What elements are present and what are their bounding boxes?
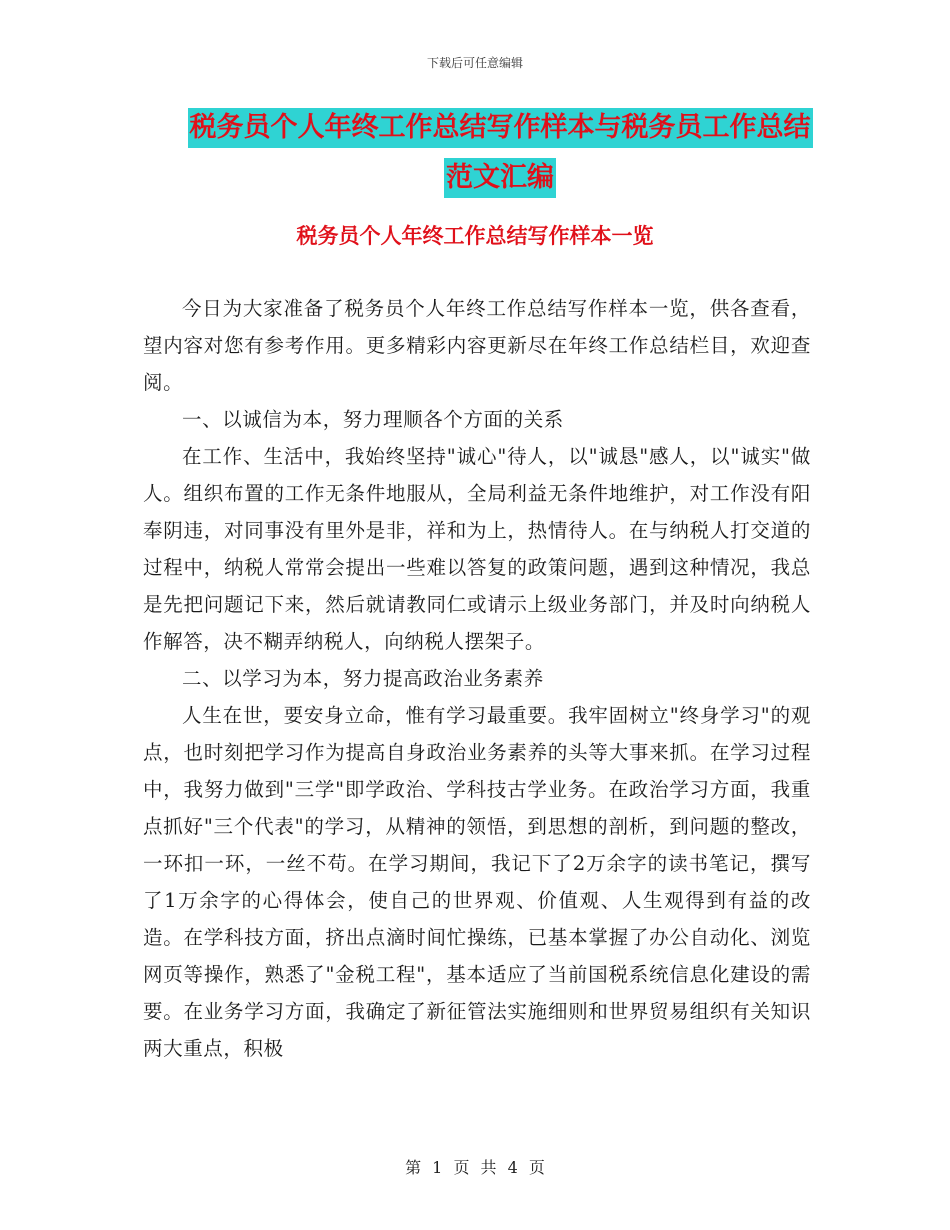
title-line-2: 范文汇编 <box>444 158 556 198</box>
paragraph-section-2: 人生在世，要安身立命，惟有学习最重要。我牢固树立"终身学习"的观点，也时刻把学习作为提高自身政治业务素养的头等大事来抓。在学习过程中，我努力做到"三学"即学政治、学科技古学业务。在政治学习方面，我重点抓好"三个代表"的学习，从精神的领悟，到思想的剖析，到问题的整改，一环扣一环，一丝不苟。在学习期间，我记下了2万余字的读书笔记，撰写了1万余字的心得体会，使自己的世界观、价值观、人生观得到有益的改造。在学科技方面，挤出点滴时间忙操练，已基本掌握了办公自动化、浏览网页等操作，熟悉了"金税工程"，基本适应了当前国税系统信息化建设的需要。在业务学习方面，我确定了新征管法实施细则和世界贸易组织有关知识两大重点，积极 <box>143 704 811 1060</box>
section-subtitle: 税务员个人年终工作总结写作样本一览 <box>296 224 654 248</box>
paragraph-section-1: 在工作、生活中，我始终坚持"诚心"待人，以"诚恳"感人，以"诚实"做人。组织布置的工作无条件地服从，全局利益无条件地维护，对工作没有阳奉阴违，对同事没有里外是非，祥和为上，热情待人。在与纳税人打交道的过程中，纳税人常常会提出一些难以答复的政策问题，遇到这种情况，我总是先把问题记下来，然后就请教同仁或请示上级业务部门，并及时向纳税人作解答，决不糊弄纳税人，向纳税人摆架子。 <box>143 445 811 653</box>
page-number-footer: 第 1 页 共 4 页 <box>405 1158 545 1177</box>
page-header-note: 下载后可任意编辑 <box>426 56 523 70</box>
title-line-1: 税务员个人年终工作总结写作样本与税务员工作总结 <box>188 108 813 148</box>
heading-section-1: 一、以诚信为本，努力理顺各个方面的关系 <box>182 408 564 431</box>
document-body <box>143 290 811 1067</box>
paragraph-intro: 今日为大家准备了税务员个人年终工作总结写作样本一览，供各查看，望内容对您有参考作用。更多精彩内容更新尽在年终工作总结栏目，欢迎查阅。 <box>143 297 811 394</box>
heading-section-2: 二、以学习为本，努力提高政治业务素养 <box>182 667 544 690</box>
document-title <box>140 108 860 198</box>
